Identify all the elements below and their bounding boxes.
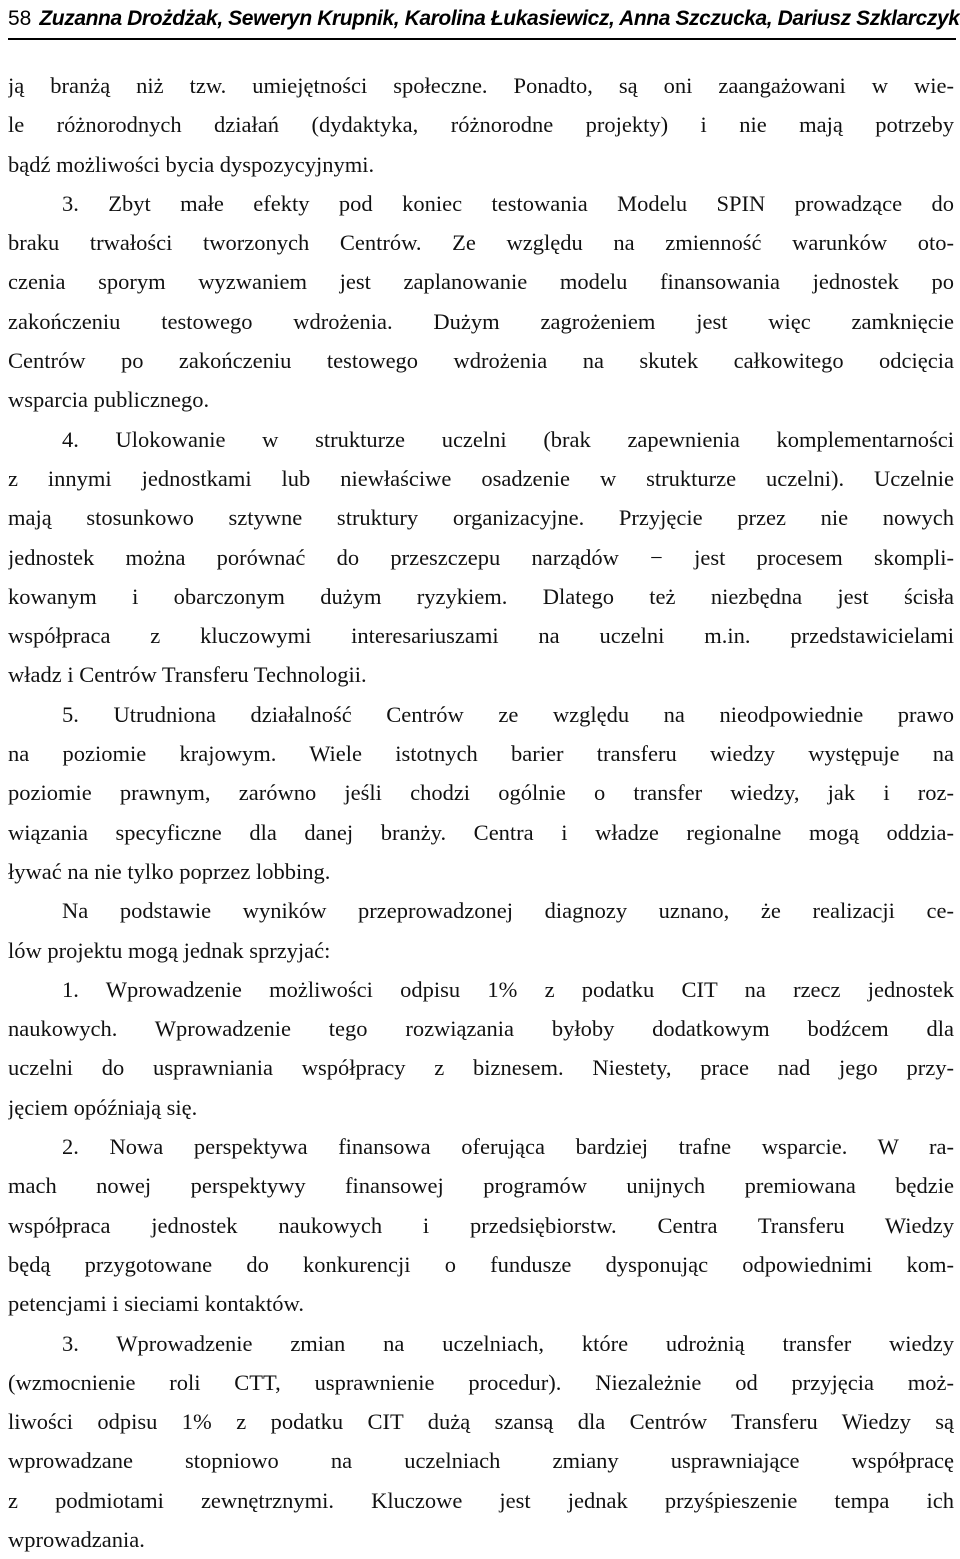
text-line: Na podstawie wyników przeprowadzonej diagnozy uznano, że realizacji ce-	[62, 898, 954, 924]
text-line: władz i Centrów Transferu Technologii.	[8, 662, 367, 688]
text-line: naukowych. Wprowadzenie tego rozwiązania byłoby dodatkowym bodźcem dla	[8, 1016, 954, 1042]
text-line: współpraca jednostek naukowych i przedsiębiorstw. Centra Transferu Wiedzy	[8, 1212, 954, 1238]
text-line: le różnorodnych działań (dydaktyka, różnorodne projekty) i nie mają potrzeby	[8, 112, 954, 138]
page-number: 58	[8, 7, 32, 30]
text-line: na poziomie krajowym. Wiele istotnych barier transferu wiedzy występuje na	[8, 741, 954, 767]
text-line: poziomie prawnym, zarówno jeśli chodzi ogólnie o transfer wiedzy, jak i roz-	[8, 780, 954, 806]
text-line: zakończeniu testowego wdrożenia. Dużym zagrożeniem jest więc zamknięcie	[8, 308, 954, 334]
text-line: 1. Wprowadzenie możliwości odpisu 1% z podatku CIT na rzecz jednostek	[62, 976, 954, 1002]
text-line: 3. Zbyt małe efekty pod koniec testowania Modelu SPIN prowadzące do	[62, 190, 954, 216]
text-line: uczelni do usprawniania współpracy z biznesem. Niestety, prace nad jego przy-	[8, 1055, 954, 1081]
running-header	[8, 0, 960, 40]
text-line: braku trwałości tworzonych Centrów. Ze względu na zmienność warunków oto-	[8, 230, 954, 256]
text-line: mają stosunkowo sztywne struktury organizacyjne. Przyjęcie przez nie nowych	[8, 505, 954, 531]
text-line: bądź możliwości bycia dyspozycyjnymi.	[8, 151, 375, 177]
text-line: z podmiotami zewnętrznymi. Kluczowe jest jednak przyśpieszenie tempa ich	[8, 1487, 954, 1513]
text-line: czenia sporym wyzwaniem jest zaplanowanie modelu finansowania jednostek po	[8, 269, 954, 295]
text-line: wprowadzane stopniowo na uczelniach zmiany usprawniające współpracę	[8, 1448, 954, 1474]
text-line: wsparcia publicznego.	[8, 387, 210, 413]
text-line: ływać na nie tylko poprzez lobbing.	[8, 858, 331, 884]
text-line: Centrów po zakończeniu testowego wdrożenia na skutek całkowitego odcięcia	[8, 348, 954, 374]
text-line: 3. Wprowadzenie zmian na uczelniach, które udrożnią transfer wiedzy	[62, 1330, 954, 1356]
text-line: jednostek można porównać do przeszczepu narządów − jest procesem skompli-	[8, 544, 954, 570]
text-line: lów projektu mogą jednak sprzyjać:	[8, 937, 331, 963]
header-authors: Zuzanna Drożdżak, Seweryn Krupnik, Karolina Łukasiewicz, Anna Szczucka, Dariusz Szklarczyk	[39, 7, 960, 30]
text-line: (wzmocnienie roli CTT, usprawnienie procedur). Niezależnie od przyjęcia moż-	[8, 1369, 954, 1395]
text-line: mach nowej perspektywy finansowej programów unijnych premiowana będzie	[8, 1173, 954, 1199]
text-line: jęciem opóźniają się.	[8, 1094, 198, 1120]
text-line: liwości odpisu 1% z podatku CIT dużą szansą dla Centrów Transferu Wiedzy są	[8, 1409, 954, 1435]
text-line: wprowadzania.	[8, 1526, 145, 1552]
text-line: 2. Nowa perspektywa finansowa oferująca bardziej trafne wsparcie. W ra-	[62, 1134, 954, 1160]
text-line: z innymi jednostkami lub niewłaściwe osadzenie w strukturze uczelni). Uczelnie	[8, 465, 954, 491]
text-line: 4. Ulokowanie w strukturze uczelni (brak zapewnienia komplementarności	[62, 426, 954, 452]
body-text	[8, 66, 954, 1559]
text-line: petencjami i sieciami kontaktów.	[8, 1291, 304, 1317]
text-line: 5. Utrudniona działalność Centrów ze względu na nieodpowiednie prawo	[62, 701, 954, 727]
text-line: współpraca z kluczowymi interesariuszami na uczelni m.in. przedstawicielami	[8, 623, 954, 649]
text-line: kowanym i obarczonym dużym ryzykiem. Dlatego też niezbędna jest ścisła	[8, 583, 954, 609]
text-line: ją branżą niż tzw. umiejętności społeczne. Ponadto, są oni zaangażowani w wie-	[8, 73, 954, 98]
text-line: wiązania specyficzne dla danej branży. Centra i władze regionalne mogą oddzia-	[8, 819, 954, 845]
text-line: będą przygotowane do konkurencji o fundusze dysponując odpowiednimi kom-	[8, 1251, 954, 1277]
